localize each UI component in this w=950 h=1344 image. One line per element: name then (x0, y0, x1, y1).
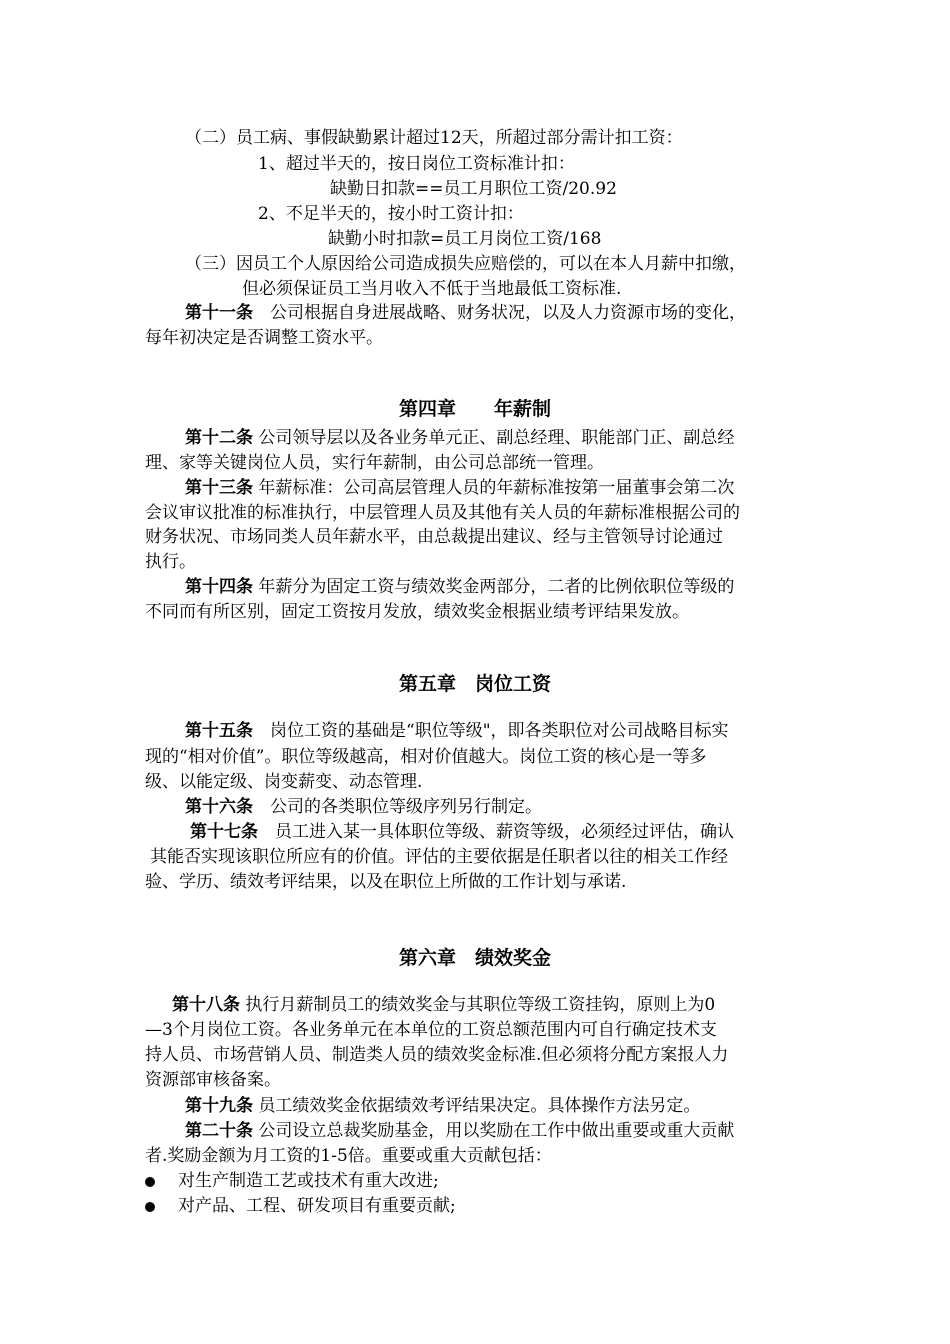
article-15-line-2: 现的“相对价值”。职位等级越高，相对价值越大。岗位工资的核心是一等多 (145, 747, 707, 767)
bullet-icon (145, 1202, 155, 1212)
item-3-line-1: （三）因员工个人原因给公司造成损失应赔偿的，可以在本人月薪中扣缴， (185, 254, 746, 274)
article-11-line-1: 第十一条 公司根据自身进展战略、财务状况，以及人力资源市场的变化， (185, 303, 746, 323)
item-3-line-2: 但必须保证员工当月收入不低于当地最低工资标准. (242, 279, 622, 299)
article-18-line-1: 第十八条 执行月薪制员工的绩效奖金与其职位等级工资挂钩，原则上为0 (172, 995, 716, 1015)
item-2-sub-1: 1、超过半天的，按日岗位工资标准计扣： (258, 154, 575, 174)
article-19-line-1: 第十九条 员工绩效奖金依据绩效考评结果决定。具体操作方法另定。 (185, 1096, 701, 1116)
chapter-4-heading: 第四章 年薪制 (398, 398, 551, 420)
article-17-label: 第十七条 (190, 822, 258, 842)
item-2-sub-2: 2、不足半天的，按小时工资计扣： (258, 204, 524, 224)
article-12-line-1: 第十二条 公司领导层以及各业务单元正、副总经理、职能部门正、副总经 (185, 428, 735, 448)
article-12-label: 第十二条 (185, 428, 253, 448)
article-17-line-1: 第十七条 员工进入某一具体职位等级、薪资等级，必须经过评估，确认 (190, 822, 734, 842)
article-19-label: 第十九条 (185, 1096, 253, 1116)
article-16-line-1: 第十六条 公司的各类职位等级序列另行制定。 (185, 797, 542, 817)
bullet-icon (145, 1177, 155, 1187)
article-18-line-3: 持人员、市场营销人员、制造类人员的绩效奖金标准.但必须将分配方案报人力 (145, 1045, 729, 1065)
article-11-label: 第十一条 (185, 303, 253, 323)
article-13-line-1: 第十三条 年薪标准：公司高层管理人员的年薪标准按第一届董事会第二次 (185, 478, 735, 498)
item-2-sub-1-formula: 缺勤日扣款==员工月职位工资/20.92 (330, 179, 617, 199)
bullet-item-1: 对生产制造工艺或技术有重大改进; (178, 1171, 439, 1191)
article-13-line-4: 执行。 (145, 552, 196, 572)
chapter-6-heading: 第六章 绩效奖金 (398, 947, 551, 969)
article-14-label: 第十四条 (185, 577, 253, 597)
article-20-label: 第二十条 (185, 1121, 253, 1141)
article-17-line-2: 其能否实现该职位所应有的价值。评估的主要依据是任职者以往的相关工作经 (150, 847, 728, 867)
article-11-line-2: 每年初决定是否调整工资水平。 (145, 328, 383, 348)
article-15-line-3: 级、以能定级、岗变薪变、动态管理. (145, 772, 423, 792)
article-14-line-1: 第十四条 年薪分为固定工资与绩效奖金两部分，二者的比例依职位等级的 (185, 577, 735, 597)
item-2-sub-2-formula: 缺勤小时扣款=员工月岗位工资/168 (328, 229, 602, 249)
chapter-5-heading: 第五章 岗位工资 (398, 673, 551, 695)
article-20-line-1: 第二十条 公司设立总裁奖励基金，用以奖励在工作中做出重要或重大贡献 (185, 1121, 735, 1141)
article-20-line-2: 者.奖励金额为月工资的1-5倍。重要或重大贡献包括： (145, 1146, 552, 1166)
article-18-line-4: 资源部审核备案。 (145, 1070, 281, 1090)
article-16-label: 第十六条 (185, 797, 253, 817)
article-17-line-3: 验、学历、绩效考评结果，以及在职位上所做的工作计划与承诺. (145, 872, 627, 892)
article-15-line-1: 第十五条 岗位工资的基础是“职位等级"，即各类职位对公司战略目标实 (185, 721, 729, 741)
article-13-line-3: 财务状况、市场同类人员年薪水平，由总裁提出建议、经与主管领导讨论通过 (145, 527, 723, 547)
article-18-label: 第十八条 (172, 995, 240, 1015)
article-13-label: 第十三条 (185, 478, 253, 498)
item-2: （二）员工病、事假缺勤累计超过12天，所超过部分需计扣工资： (185, 128, 683, 148)
article-15-label: 第十五条 (185, 721, 253, 741)
article-18-line-2: —3个月岗位工资。各业务单元在本单位的工资总额范围内可自行确定技术支 (145, 1020, 717, 1040)
article-12-line-2: 理、家等关键岗位人员，实行年薪制，由公司总部统一管理。 (145, 453, 604, 473)
bullet-item-2: 对产品、工程、研发项目有重要贡献; (178, 1196, 456, 1216)
article-14-line-2: 不同而有所区别，固定工资按月发放，绩效奖金根据业绩考评结果发放。 (145, 602, 689, 622)
article-13-line-2: 会议审议批准的标准执行，中层管理人员及其他有关人员的年薪标准根据公司的 (145, 503, 740, 523)
